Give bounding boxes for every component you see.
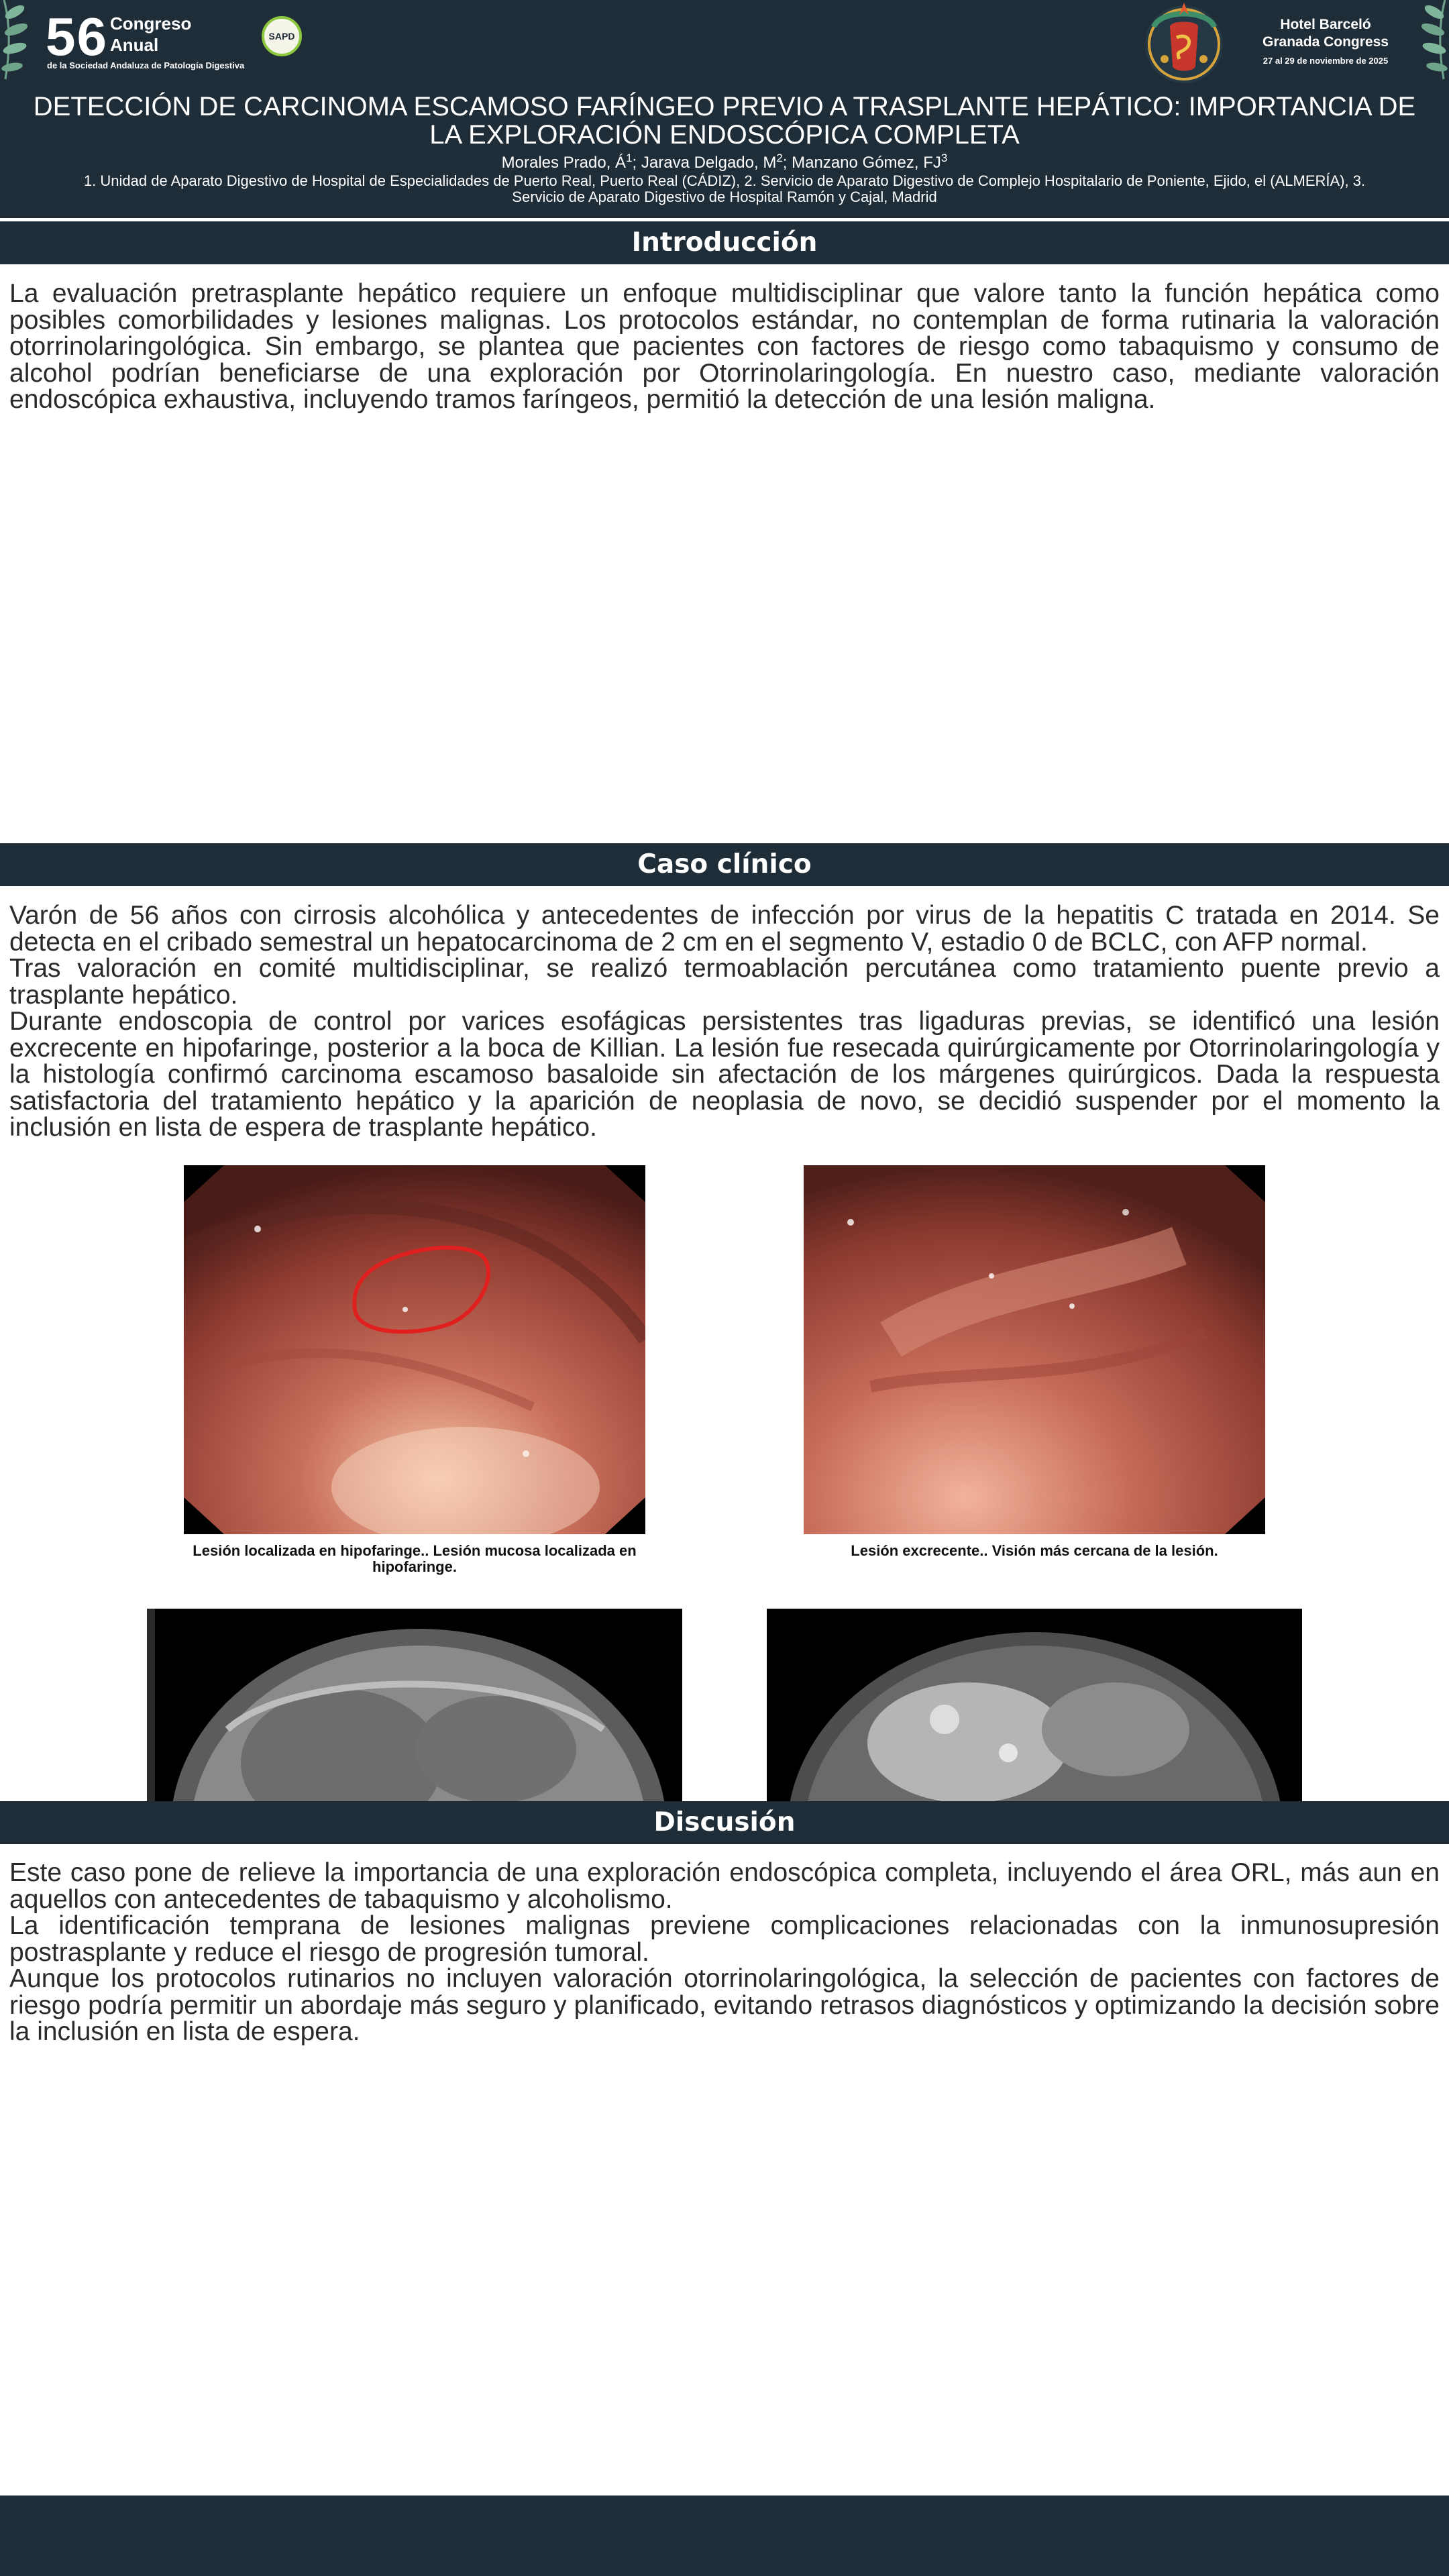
venue-dates: 27 al 29 de noviembre de 2025 — [1263, 56, 1389, 66]
mri-image-1 — [147, 1609, 682, 1801]
section-heading-discusion: Discusión — [0, 1801, 1449, 1844]
leaf-branch-icon — [0, 0, 34, 80]
sapd-logo-icon: SAPD — [262, 16, 302, 56]
author-list: Morales Prado, $Á^1$; Jarava Delgado, $M^2$; Manzano Gómez, $FJ^3$ — [501, 152, 948, 172]
endoscopy-image-hypopharynx — [184, 1165, 645, 1534]
poster-title: DETECCIÓN DE CARCINOMA ESCAMOSO FARÍNGEO PREVIO A TRASPLANTE HEPÁTICO: IMPORTANCIA DE LA EXPLORACIÓN ENDOSCÓPICA COMPLETA — [33, 92, 1416, 150]
discusion-paragraph: Este caso pone de relieve la importancia de una exploración endoscópica completa, incluyendo el área ORL, más aun en aquellos con antecedentes de tabaquismo y alcoholismo. — [9, 1858, 1440, 1914]
endoscopy-image-closeup — [804, 1165, 1265, 1534]
figure-caption-2: Lesión excrecente.. Visión más cercana de la lesión. — [851, 1542, 1218, 1559]
logo-word-anual: Anual — [110, 35, 159, 55]
venue-hotel: Hotel Barceló — [1280, 17, 1371, 32]
mri-scan-icon — [147, 1609, 682, 1801]
congress-emblem-icon — [1140, 0, 1228, 86]
endoscopy-figure-1 — [184, 1165, 645, 1575]
figure-caption-1: Lesión localizada en hipofaringe.. Lesión mucosa localizada en hipofaringe. — [193, 1542, 637, 1575]
congress-logo — [46, 7, 314, 70]
discusion-paragraph: La identificación temprana de lesiones malignas previene complicaciones relacionadas con la inmunosupresión postrasplante y reduce el riesgo de progresión tumoral. — [9, 1911, 1440, 1967]
author-affiliation-number: 3 — [941, 152, 948, 164]
intro-text — [9, 280, 1440, 413]
mri-image-2 — [767, 1609, 1302, 1801]
logo-number: 56 — [46, 7, 108, 66]
intro-paragraph: La evaluación pretrasplante hepático requiere un enfoque multidisciplinar que valore tanto la función hepática como posibles comorbilidades y lesiones malignas. Los protocolos estándar, no contemplan de forma rutinaria la valoración otorrinolaringológica. Sin embargo, se plantea que pacientes con factores de riesgo como tabaquismo y consumo de alcohol podrían beneficiarse de una exploración por Otorrinolaringología. En nuestro caso, mediante valoración endoscópica exhaustiva, incluyendo tramos faríngeos, permitió la detección de una lesión maligna. — [9, 279, 1440, 414]
author-affiliation-number: 2 — [776, 152, 783, 164]
mri-scan-icon — [767, 1609, 1302, 1801]
logo-word-congreso: Congreso — [110, 13, 192, 34]
venue-info — [1245, 16, 1406, 71]
author-name: Manzano Gómez, FJ — [792, 154, 941, 172]
author-affiliation-number: 1 — [626, 152, 633, 164]
poster-footer — [0, 2496, 1449, 2576]
caso-text — [9, 902, 1440, 1141]
affiliations: 1. Unidad de Aparato Digestivo de Hospital de Especialidades de Puerto Real, Puerto Real (CÁDIZ), 2. Servicio de Aparato Digestivo de Complejo Hospitalario de Poniente, Ejido, el (ALMERÍA), 3. Servicio de Aparato Digestivo de Hospital Ramón y Cajal, Madrid — [83, 172, 1366, 205]
venue-name: Granada Congress — [1263, 34, 1389, 50]
discusion-paragraph: Aunque los protocolos rutinarios no incluyen valoración otorrinolaringológica, la selección de pacientes con factores de riesgo podría permitir un abordaje más seguro y planificado, evitando retrasos diagnósticos y optimizando la decisión sobre la inclusión en lista de espera. — [9, 1964, 1440, 2046]
author-name: Morales Prado, Á — [501, 154, 627, 172]
leaf-branch-icon — [1415, 0, 1449, 80]
endoscopy-figure-2 — [804, 1165, 1265, 1559]
discusion-text — [9, 1860, 1440, 2045]
author-name: Jarava Delgado, M — [641, 154, 777, 172]
section-heading-caso-clinico: Caso clínico — [0, 843, 1449, 886]
section-heading-introduccion: Introducción — [0, 221, 1449, 264]
caso-paragraph: Durante endoscopia de control por varices esofágicas persistentes tras ligaduras previas, se identificó una lesión excrecente en hipofaringe, posterior a la boca de Killian. La lesión fue resecada quirúrgicamente por Otorrinolaringología y la histología confirmó carcinoma escamoso basaloide sin afectación de los márgenes quirúrgicos. Dada la respuesta satisfactoria del tratamiento hepático y la aparición de neoplasia de novo, se decidió suspender por el momento la inclusión en lista de espera de trasplante hepático. — [9, 1007, 1440, 1142]
poster-header — [0, 0, 1449, 218]
caso-paragraph: Varón de 56 años con cirrosis alcohólica y antecedentes de infección por virus de la hepatitis C tratada en 2014. Se detecta en el cribado semestral un hepatocarcinoma de 2 cm en el segmento V, estadio 0 de BCLC, con AFP normal. — [9, 901, 1440, 957]
logo-subtitle: de la Sociedad Andaluza de Patología Digestiva — [47, 60, 245, 70]
caso-paragraph: Tras valoración en comité multidisciplinar, se realizó termoablación percutánea como tratamiento puente previo a trasplante hepático. — [9, 954, 1440, 1010]
